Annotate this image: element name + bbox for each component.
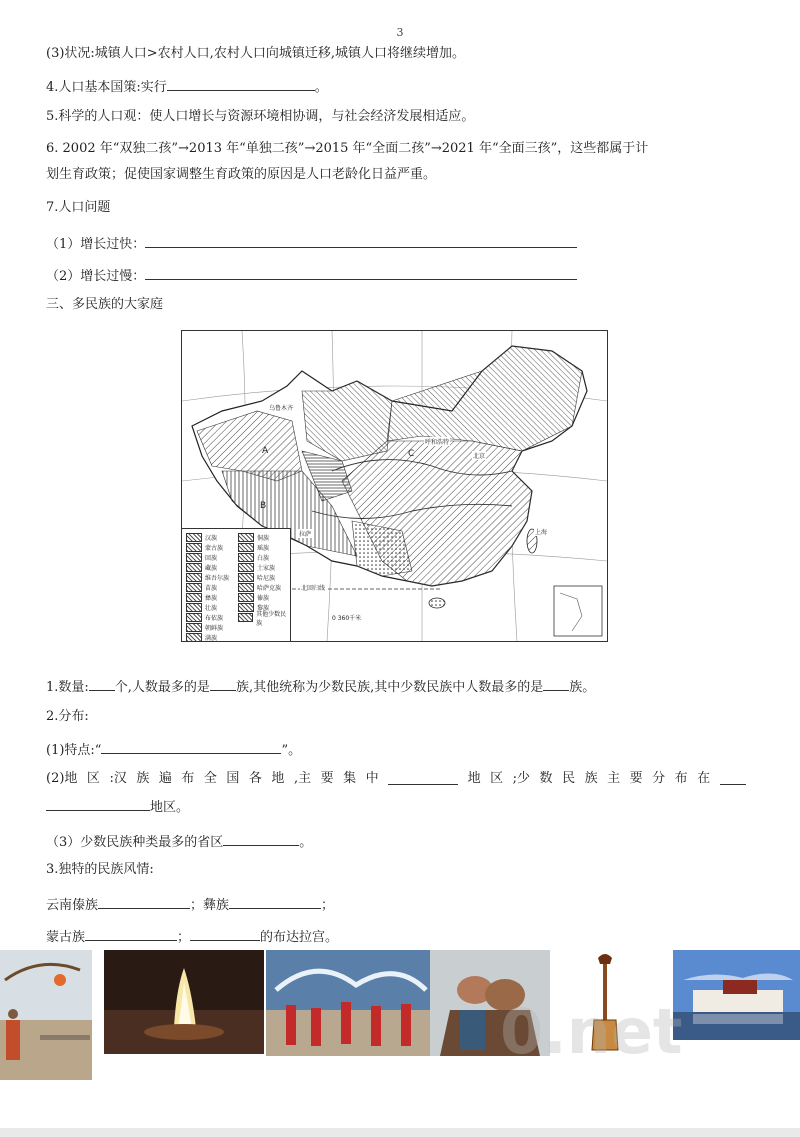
legend-swatch xyxy=(186,613,202,622)
legend-item xyxy=(238,610,290,627)
legend-label: 侗族 xyxy=(257,535,270,542)
legend-label: 汉族 xyxy=(205,535,218,542)
legend-swatch xyxy=(186,553,202,562)
legend-item xyxy=(238,563,290,572)
legend-item xyxy=(238,573,290,582)
map-legend xyxy=(182,528,291,641)
page-number: 3 xyxy=(396,26,404,39)
section-heading: 三、多民族的大家庭 xyxy=(46,297,164,312)
text-char: 区 xyxy=(86,771,100,786)
answer-blank[interactable] xyxy=(543,676,569,691)
legend-label: 傣族 xyxy=(257,595,270,602)
birth-policy-line-1: 6. 2002 年“双独二孩”→2013 年“单独二孩”→2015 年“全面二孩”→2021 年“全面三孩”，这些都属于计 xyxy=(46,141,649,156)
text-char: 要 xyxy=(629,771,643,786)
population-view-line: 5.科学的人口观：使人口增长与资源环境相协调，与社会经济发展相适应。 xyxy=(46,109,475,124)
legend-item xyxy=(186,583,238,592)
answer-blank[interactable] xyxy=(98,894,190,909)
legend-swatch xyxy=(186,563,202,572)
photo-water-splashing-festival xyxy=(266,950,430,1056)
answer-blank[interactable] xyxy=(720,770,746,785)
population-issues-heading: 7.人口问题 xyxy=(46,200,111,215)
population-policy-line: 4.人口基本国策:实行 。 xyxy=(46,76,328,97)
map-label-c: C xyxy=(408,449,415,459)
legend-item xyxy=(186,563,238,572)
legend-swatch xyxy=(238,613,253,622)
text-char: 民 xyxy=(562,771,576,786)
legend-item xyxy=(186,603,238,612)
legend-label: 藏族 xyxy=(205,565,218,572)
urban-status-line: (3)状况:城镇人口>农村人口,农村人口向城镇迁移,城镇人口将继续增加。 xyxy=(46,46,465,61)
customs-line-2: 蒙古族 ； 的布达拉宫。 xyxy=(46,926,338,947)
text-char: 分 xyxy=(652,771,666,786)
text-char: 中 xyxy=(365,771,379,786)
legend-label: 其他少数民族 xyxy=(256,610,287,627)
legend-column-right xyxy=(238,533,290,627)
city-label: 北京 xyxy=(473,453,486,460)
legend-swatch xyxy=(186,633,202,642)
legend-label: 白族 xyxy=(257,555,270,562)
legend-swatch xyxy=(186,603,202,612)
answer-blank[interactable] xyxy=(46,796,150,811)
legend-swatch xyxy=(186,533,202,542)
legend-label: 瑶族 xyxy=(257,545,270,552)
legend-label: 哈萨克族 xyxy=(257,585,282,592)
answer-blank[interactable] xyxy=(101,739,281,754)
legend-swatch xyxy=(186,583,202,592)
text-char: 数 xyxy=(539,771,553,786)
text-char: 布 xyxy=(181,771,195,786)
text-char: 布 xyxy=(674,771,688,786)
map-label-b: B xyxy=(260,501,267,511)
legend-label: 蒙古族 xyxy=(205,545,224,552)
legend-swatch xyxy=(238,543,254,552)
text-char: 主 xyxy=(607,771,621,786)
most-ethnic-province-line: （3）少数民族种类最多的省区 。 xyxy=(46,831,312,852)
quantity-question: 1.数量: 个,人数最多的是 族,其他统称为少数民族,其中少数民族中人数最多的是 族。 xyxy=(46,676,595,697)
text-char: ,主 xyxy=(293,771,312,786)
answer-blank[interactable] xyxy=(89,676,115,691)
distribution-region-line xyxy=(46,770,746,788)
photo-potala-palace xyxy=(673,950,800,1040)
legend-item xyxy=(186,533,238,542)
text-char: 地 xyxy=(467,771,481,786)
tropic-label: 北回归线 xyxy=(301,585,326,592)
text-char: 族 xyxy=(136,771,150,786)
text-char: 各 xyxy=(248,771,262,786)
text-char: 要 xyxy=(320,771,334,786)
text-char: 地 xyxy=(271,771,285,786)
legend-swatch xyxy=(238,573,254,582)
map-scale: 0 360千米 xyxy=(332,615,362,622)
legend-swatch xyxy=(238,563,254,572)
legend-item xyxy=(238,553,290,562)
answer-blank[interactable] xyxy=(229,894,321,909)
city-label: 拉萨 xyxy=(299,531,312,538)
legend-swatch xyxy=(186,573,202,582)
legend-label: 黎族 xyxy=(257,605,270,612)
text-char: 族 xyxy=(584,771,598,786)
map-label-a: A xyxy=(262,446,269,456)
legend-label: 回族 xyxy=(205,555,218,562)
answer-blank[interactable] xyxy=(223,831,299,846)
legend-label: 布依族 xyxy=(205,615,224,622)
legend-item xyxy=(186,613,238,622)
photo-torch-festival xyxy=(104,950,264,1054)
legend-label: 土家族 xyxy=(257,565,276,572)
legend-item xyxy=(186,553,238,562)
distribution-region-line-2: 地区。 xyxy=(46,796,189,817)
legend-swatch xyxy=(238,603,254,612)
legend-label: 哈尼族 xyxy=(257,575,276,582)
customs-line-1: 云南傣族 ；彝族 ； xyxy=(46,894,334,915)
legend-item xyxy=(186,593,238,602)
legend-swatch xyxy=(186,623,202,632)
legend-swatch xyxy=(186,543,202,552)
text-char: :汉 xyxy=(109,771,127,786)
legend-item xyxy=(238,543,290,552)
text-char: ;少 xyxy=(512,771,531,786)
legend-item xyxy=(186,623,238,632)
distribution-feature-line: (1)特点:“ ”。 xyxy=(46,739,301,760)
legend-item xyxy=(186,543,238,552)
watermark: 0.net xyxy=(500,995,683,1068)
answer-blank[interactable] xyxy=(210,676,236,691)
answer-blank[interactable] xyxy=(167,76,315,91)
text-char: 国 xyxy=(226,771,240,786)
legend-swatch xyxy=(238,553,254,562)
legend-item xyxy=(238,583,290,592)
answer-blank[interactable] xyxy=(145,233,577,248)
legend-item xyxy=(238,593,290,602)
legend-label: 朝鲜族 xyxy=(205,625,224,632)
legend-column-left xyxy=(186,533,238,642)
legend-swatch xyxy=(238,533,254,542)
ethnic-customs-heading: 3.独特的民族风情: xyxy=(46,862,154,877)
photo-swing-festival xyxy=(0,950,92,1080)
city-label: 呼和浩特 xyxy=(425,439,450,446)
rapid-growth-line: （1）增长过快： xyxy=(46,233,577,254)
legend-swatch xyxy=(238,593,254,602)
legend-swatch xyxy=(238,583,254,592)
legend-label: 维吾尔族 xyxy=(205,575,230,582)
text-char: 在 xyxy=(697,771,711,786)
city-label: 乌鲁木齐 xyxy=(269,405,294,412)
text-char: 集 xyxy=(343,771,357,786)
answer-blank[interactable] xyxy=(85,926,177,941)
answer-blank[interactable] xyxy=(190,926,260,941)
distribution-heading: 2.分布: xyxy=(46,709,89,724)
ethnic-distribution-map xyxy=(181,330,608,642)
answer-blank[interactable] xyxy=(145,265,577,280)
slow-growth-line: （2）增长过慢： xyxy=(46,265,577,286)
legend-label: 满族 xyxy=(205,635,218,642)
legend-label: 苗族 xyxy=(205,585,218,592)
text-char: 全 xyxy=(203,771,217,786)
city-label: 上海 xyxy=(535,529,548,536)
answer-blank[interactable] xyxy=(388,770,458,785)
legend-item xyxy=(186,573,238,582)
legend-label: 彝族 xyxy=(205,595,218,602)
text-char: 区 xyxy=(490,771,504,786)
birth-policy-line-2: 划生育政策；促使国家调整生育政策的原因是人口老龄化日益严重。 xyxy=(46,167,437,182)
legend-label: 壮族 xyxy=(205,605,218,612)
text-char: 遍 xyxy=(158,771,172,786)
legend-item xyxy=(238,533,290,542)
legend-item xyxy=(186,633,238,642)
legend-swatch xyxy=(186,593,202,602)
text-char: (2)地 xyxy=(46,771,78,786)
